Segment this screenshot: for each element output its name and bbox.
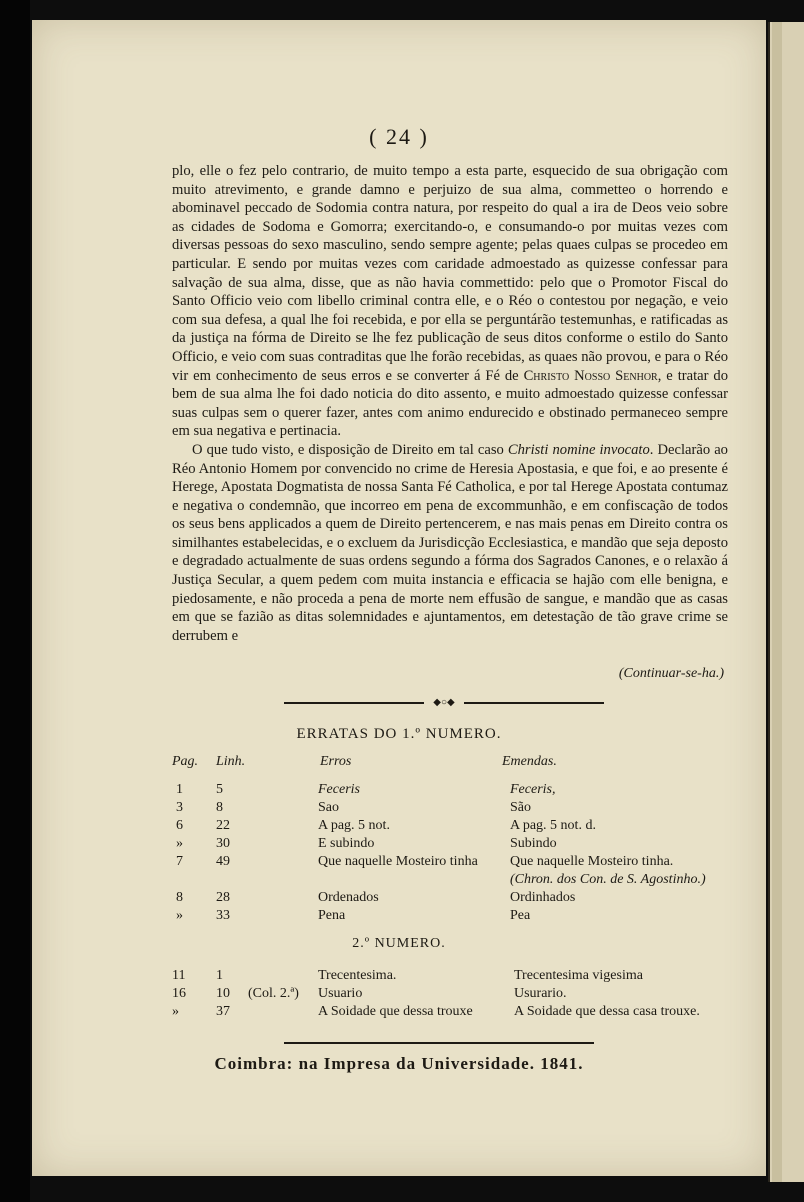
- errata-pag: 1: [176, 782, 183, 797]
- errata-linh: 37: [216, 1004, 230, 1019]
- errata-emenda: Feceris,: [510, 782, 556, 797]
- errata-erro: Trecentesima.: [318, 968, 397, 983]
- errata-erro: E subindo: [318, 836, 375, 851]
- errata-linh: 1: [216, 968, 223, 983]
- errata-linh: 8: [216, 800, 223, 815]
- numero2-title: 2.º NUMERO.: [352, 936, 446, 951]
- errata-erro: Pena: [318, 908, 346, 923]
- errata-pag: »: [172, 1004, 179, 1019]
- errata-pag: 16: [172, 986, 186, 1001]
- errata-erro: Feceris: [318, 782, 360, 797]
- imprint: Coimbra: na Impresa da Universidade. 1841.: [214, 1054, 584, 1073]
- errata-erro: Ordenados: [318, 890, 379, 905]
- errata-linh: 28: [216, 890, 230, 905]
- errata-emenda: São: [510, 800, 531, 815]
- errata-emenda: Ordinhados: [510, 890, 576, 905]
- adjacent-page-edge: [768, 22, 804, 1182]
- document-page: [32, 20, 766, 1176]
- errata-linh: 49: [216, 854, 230, 869]
- paragraph-1: plo, elle o fez pelo contrario, de muito tempo a esta parte, esquecido de sua obrigação com muito atrevimento, e grande damno e perjuizo de sua alma, commetteo o horrendo e abominavel peccado de Sodomia contra natura, por respeito do qual a ira de Deos veio sobre as cidades de Sodoma e Gomorra; exercitando-o, e consumando-o por muitas vezes com diversas pessoas do sexo masculino, sendo sempre agente; pelas quaes culpas se procedeo em particular. E sendo por muitas vezes com caridade admoestado as quizesse confessar para salvação de sua alma, disse, que as não havia commettido: pelo que o Promotor Fiscal do Santo Officio veio com libello criminal contra elle, e o Réo o contestou por negação, e veio com sua defesa, a qual lhe foi recebida, e por ella se perguntárão testemunhas, e ratificadas as da justiça na fórma de Direito se lhe fez publicação de seus ditos conforme o estilo do Santo Officio, e veio com suas contraditas que lhe forão recebidas, as quaes não provou, e para o Réo vir em conhecimento de seus erros e se converter á Fé de Christo Nosso Senhor, e tratar do bem de sua alma lhe foi dado noticia do dito assento, e muito admoestado quizesse confessar suas culpas sem o querer fazer, antes com animo endurecido e obstinado permaneceo sempre em sua negativa e pertinacia.: [172, 163, 728, 440]
- errata-emenda: (Chron. dos Con. de S. Agostinho.): [510, 872, 706, 887]
- page-number: ( 24 ): [369, 124, 429, 149]
- errata-emenda: A Soidade que dessa casa trouxe.: [514, 1004, 700, 1019]
- imprint-rule: [284, 1042, 594, 1044]
- errata-emenda: Trecentesima vigesima: [514, 968, 643, 983]
- paragraph-2: O que tudo visto, e disposição de Direito em tal caso Christi nomine invocato. Declarão ao Réo Antonio Homem por convencido no crime de Heresia Apostasia, e que foi, e ao presente é Herege, Apostata Dogmatista de nossa Santa Fé Catholica, e por tal Herege Apostata contumaz e negativa o condemnão, que incorreo em pena de excommunhão, e em confiscação de todos os seus bens applicados a quem de Direito pertencerem, e nas mais penas em Direito contra os similhantes estabelecidas, e o excluem da Jurisdicção Ecclesiastica, e mandão que seja deposto e degradado actualmente de suas ordens segundo a fórma dos Sagrados Canones, e o relaxão á Justiça Secular, a quem pedem com muita instancia e efficacia se hajão com elle benigna, e piedosamente, e não proceda a pena de morte nem effusão de sangue, e mandão que as casas em que se fazião as ditas solemnidades e ajuntamentos, em detestação de tão grave crime se derrubem e: [172, 441, 728, 644]
- col-erros: Erros: [320, 754, 352, 769]
- errata-pag: 6: [176, 818, 183, 833]
- errata-pag: 7: [176, 854, 183, 869]
- errata-linh: 10: [216, 986, 230, 1001]
- errata-erro: Usuario: [318, 986, 363, 1001]
- errata-pag: »: [176, 908, 183, 923]
- errata-emenda: Pea: [510, 908, 531, 923]
- errata-linh: 30: [216, 836, 230, 851]
- errata-linh: 22: [216, 818, 230, 833]
- errata-erro: A Soidade que dessa trouxe: [318, 1004, 473, 1019]
- continuation-note: (Continuar-se-ha.): [618, 666, 724, 681]
- errata-emenda: Que naquelle Mosteiro tinha.: [510, 854, 674, 869]
- errata-linh: 5: [216, 782, 223, 797]
- errata-emenda: Usurario.: [514, 986, 567, 1001]
- ornamental-rule: ◆○◆: [284, 700, 604, 706]
- col-emendas: Emendas.: [502, 754, 557, 769]
- body-text: [172, 162, 728, 645]
- errata-emenda: Subindo: [510, 836, 557, 851]
- errata-erro: Que naquelle Mosteiro tinha: [318, 854, 478, 869]
- errata-pag: 3: [176, 800, 183, 815]
- errata-col: (Col. 2.ª): [248, 986, 299, 1001]
- errata-emenda: A pag. 5 not. d.: [510, 818, 596, 833]
- errata-pag: 11: [172, 968, 186, 983]
- col-pag: Pag.: [172, 754, 199, 769]
- errata-pag: 8: [176, 890, 183, 905]
- errata-linh: 33: [216, 908, 230, 923]
- scan-margin: [0, 0, 30, 1202]
- errata-title: ERRATAS DO 1.º NUMERO.: [296, 726, 502, 742]
- col-linh: Linh.: [216, 754, 246, 769]
- errata-erro: Sao: [318, 800, 339, 815]
- errata-erro: A pag. 5 not.: [318, 818, 390, 833]
- errata-pag: »: [176, 836, 183, 851]
